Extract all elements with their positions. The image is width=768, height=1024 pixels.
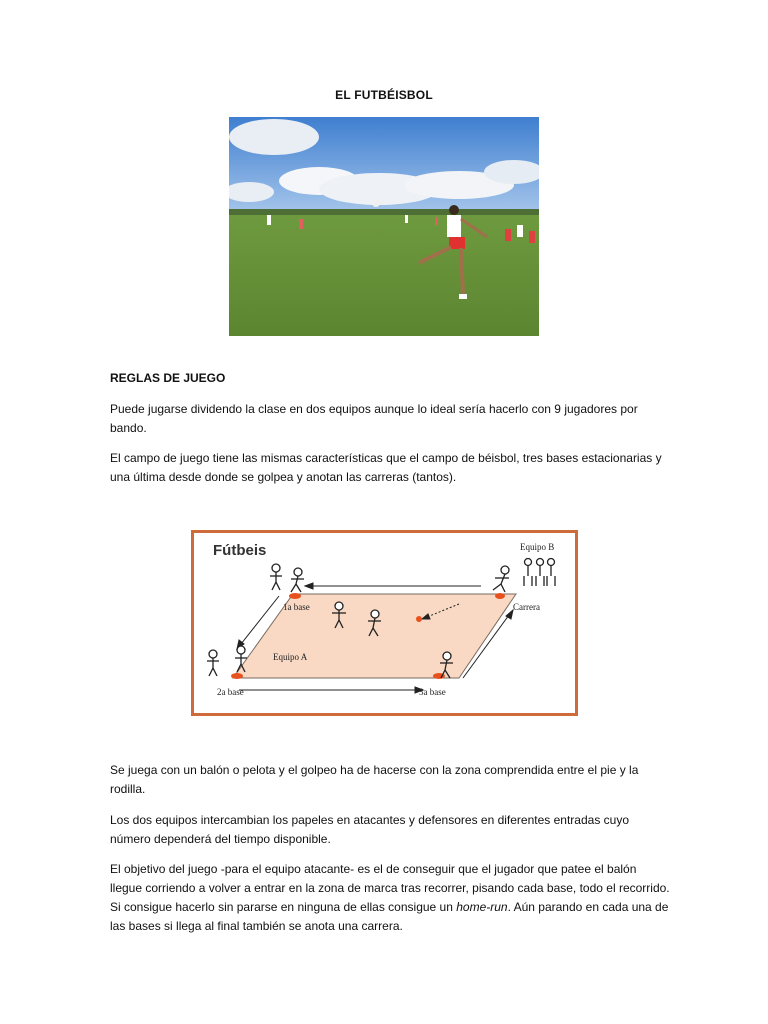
team-b-label: Equipo B xyxy=(520,542,555,552)
paragraph-5 xyxy=(110,860,670,936)
paragraph-5-text-b: . Aún parando en cada una de las bases si llega al final también se anota una carrera. xyxy=(110,900,669,933)
paragraph-2: El campo de juego tiene las mismas características que el campo de béisbol, tres bases estacionarias y una última desde donde se golpea y anotan las carreras (tantos). xyxy=(110,451,662,484)
field-photo xyxy=(229,117,539,336)
diagram-title: Fútbeis xyxy=(213,542,267,559)
base-2 xyxy=(231,673,243,679)
team-a-label: Equipo A xyxy=(273,652,308,662)
page-title: EL FUTBÉISBOL xyxy=(335,88,433,102)
ball xyxy=(372,199,380,207)
field-photo-image xyxy=(229,117,539,336)
base-1 xyxy=(289,593,301,599)
base-2-label: 2a base xyxy=(217,687,244,697)
futbeis-diagram xyxy=(191,530,578,716)
base-3-label: 3a base xyxy=(419,687,446,697)
paragraph-5-text-a: El objetivo del juego -para el equipo atacante- es el de conseguir que el jugador que patee el balón llegue corriendo a volver a entrar en la zona de marca tras recorrer, pisando cada base, todo el recorrido. Si consigue hacerlo sin pararse en ninguna de ellas consigue un xyxy=(110,862,670,914)
paragraph-1: Puede jugarse dividendo la clase en dos equipos aunque lo ideal sería hacerlo con 9 jugadores por bando. xyxy=(110,402,638,435)
home-run-term: home-run xyxy=(456,900,508,914)
paragraph-3: Se juega con un balón o pelota y el golpeo ha de hacerse con la zona comprendida entre el pie y la rodilla. xyxy=(110,763,639,796)
carrera-label: Carrera xyxy=(513,602,540,612)
diagram-ball xyxy=(416,616,422,622)
base-carrera xyxy=(495,593,505,599)
section-heading: REGLAS DE JUEGO xyxy=(110,371,226,385)
base-1-label: 1a base xyxy=(283,602,310,612)
paragraph-4: Los dos equipos intercambian los papeles en atacantes y defensores en diferentes entradas cuyo número dependerá del tiempo disponible. xyxy=(110,813,629,846)
